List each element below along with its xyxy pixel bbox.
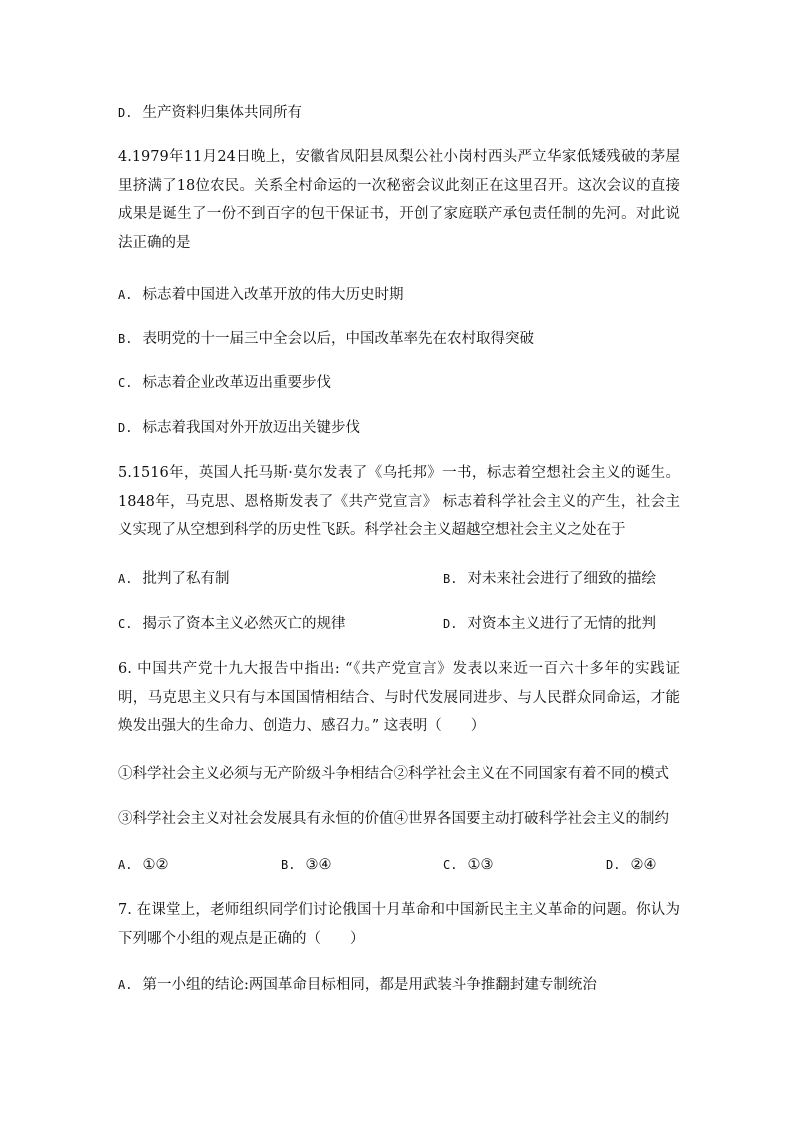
option-text: 批判了私有制: [142, 571, 230, 587]
q6-option-c: [443, 855, 493, 875]
q4-option-a: [118, 285, 678, 305]
q4-option-b: [118, 329, 678, 349]
option-text: 揭示了资本主义必然灭亡的规律: [142, 616, 346, 632]
option-letter: C.: [118, 376, 133, 390]
option-text: 标志着企业改革迈出重要步伐: [142, 375, 331, 391]
q6-statements-2: ③科学社会主义对社会发展具有永恒的价值④世界各国要主动打破科学社会主义的制约: [118, 811, 669, 827]
option-letter: A.: [118, 978, 133, 992]
option-text: ①③: [467, 857, 494, 873]
option-text: 对未来社会进行了细致的描绘: [467, 571, 656, 587]
q5-option-b: [443, 569, 656, 589]
option-letter: A.: [118, 858, 133, 872]
q5-option-a: [118, 569, 229, 589]
option-letter: B.: [443, 572, 458, 586]
q6-stem: 6. 中国共产党十九大报告中指出: “《共产党宣言》发表以来近一百六十多年的实践证明，马克思主义只有与本国国情相结合、与时代发展同进步、与人民群众同命运，才能焕发出强大的生命力、创造力、感召力。” 这表明（ ）: [118, 661, 680, 734]
option-text: 标志着我国对外开放迈出关键步伐: [142, 420, 360, 436]
q5-option-d: [443, 614, 656, 634]
option-letter: D.: [118, 106, 133, 120]
option-letter: B.: [281, 858, 296, 872]
q6-option-a: [118, 855, 168, 875]
q7-option-a: [118, 975, 678, 995]
option-text: ②④: [630, 857, 657, 873]
option-text: ①②: [142, 857, 169, 873]
option-text: 生产资料归集体共同所有: [142, 105, 302, 121]
option-letter: C.: [118, 617, 133, 631]
option-text: 表明党的十一届三中全会以后，中国改革率先在农村取得突破: [142, 331, 534, 347]
option-letter: D.: [443, 617, 458, 631]
q4-option-d: [118, 418, 678, 438]
option-letter: D.: [606, 858, 621, 872]
option-text: 第一小组的结论:两国革命目标相同，都是用武装斗争推翻封建专制统治: [142, 977, 597, 993]
q3-option-d: [118, 103, 678, 123]
option-letter: D.: [118, 421, 133, 435]
option-text: ③④: [305, 857, 332, 873]
option-letter: B.: [118, 332, 133, 346]
q5-option-c: [118, 614, 345, 634]
q4-stem: 4.1979年11月24日晚上，安徽省凤阳县凤梨公社小岗村西头严立华家低矮残破的茅屋里挤满了18位农民。关系全村命运的一次秘密会议此刻正在这里召开。这次会议的直接成果是诞生了一份不到百字的包干保证书，开创了家庭联产承包责任制的先河。对此说法正确的是: [118, 149, 680, 251]
q5-stem: 5.1516年，英国人托马斯·莫尔发表了《乌托邦》一书，标志着空想社会主义的诞生。1848年，马克思、恩格斯发表了《共产党宣言》 标志着科学社会主义的产生，社会主义实现了从空想到科学的历史性飞跃。科学社会主义超越空想社会主义之处在于: [118, 465, 680, 538]
option-text: 标志着中国进入改革开放的伟大历史时期: [142, 287, 404, 303]
option-letter: A.: [118, 572, 133, 586]
q6-option-b: [281, 855, 331, 875]
option-text: 对资本主义进行了无情的批判: [467, 616, 656, 632]
option-letter: C.: [443, 858, 458, 872]
q6-option-d: [606, 855, 656, 875]
q4-option-c: [118, 373, 678, 393]
option-letter: A.: [118, 288, 133, 302]
q6-statements-1: ①科学社会主义必须与无产阶级斗争相结合②科学社会主义在不同国家有着不同的模式: [118, 766, 669, 782]
q7-stem: 7. 在课堂上，老师组织同学们讨论俄国十月革命和中国新民主主义革命的问题。你认为下列哪个小组的观点是正确的（ ）: [118, 902, 680, 947]
